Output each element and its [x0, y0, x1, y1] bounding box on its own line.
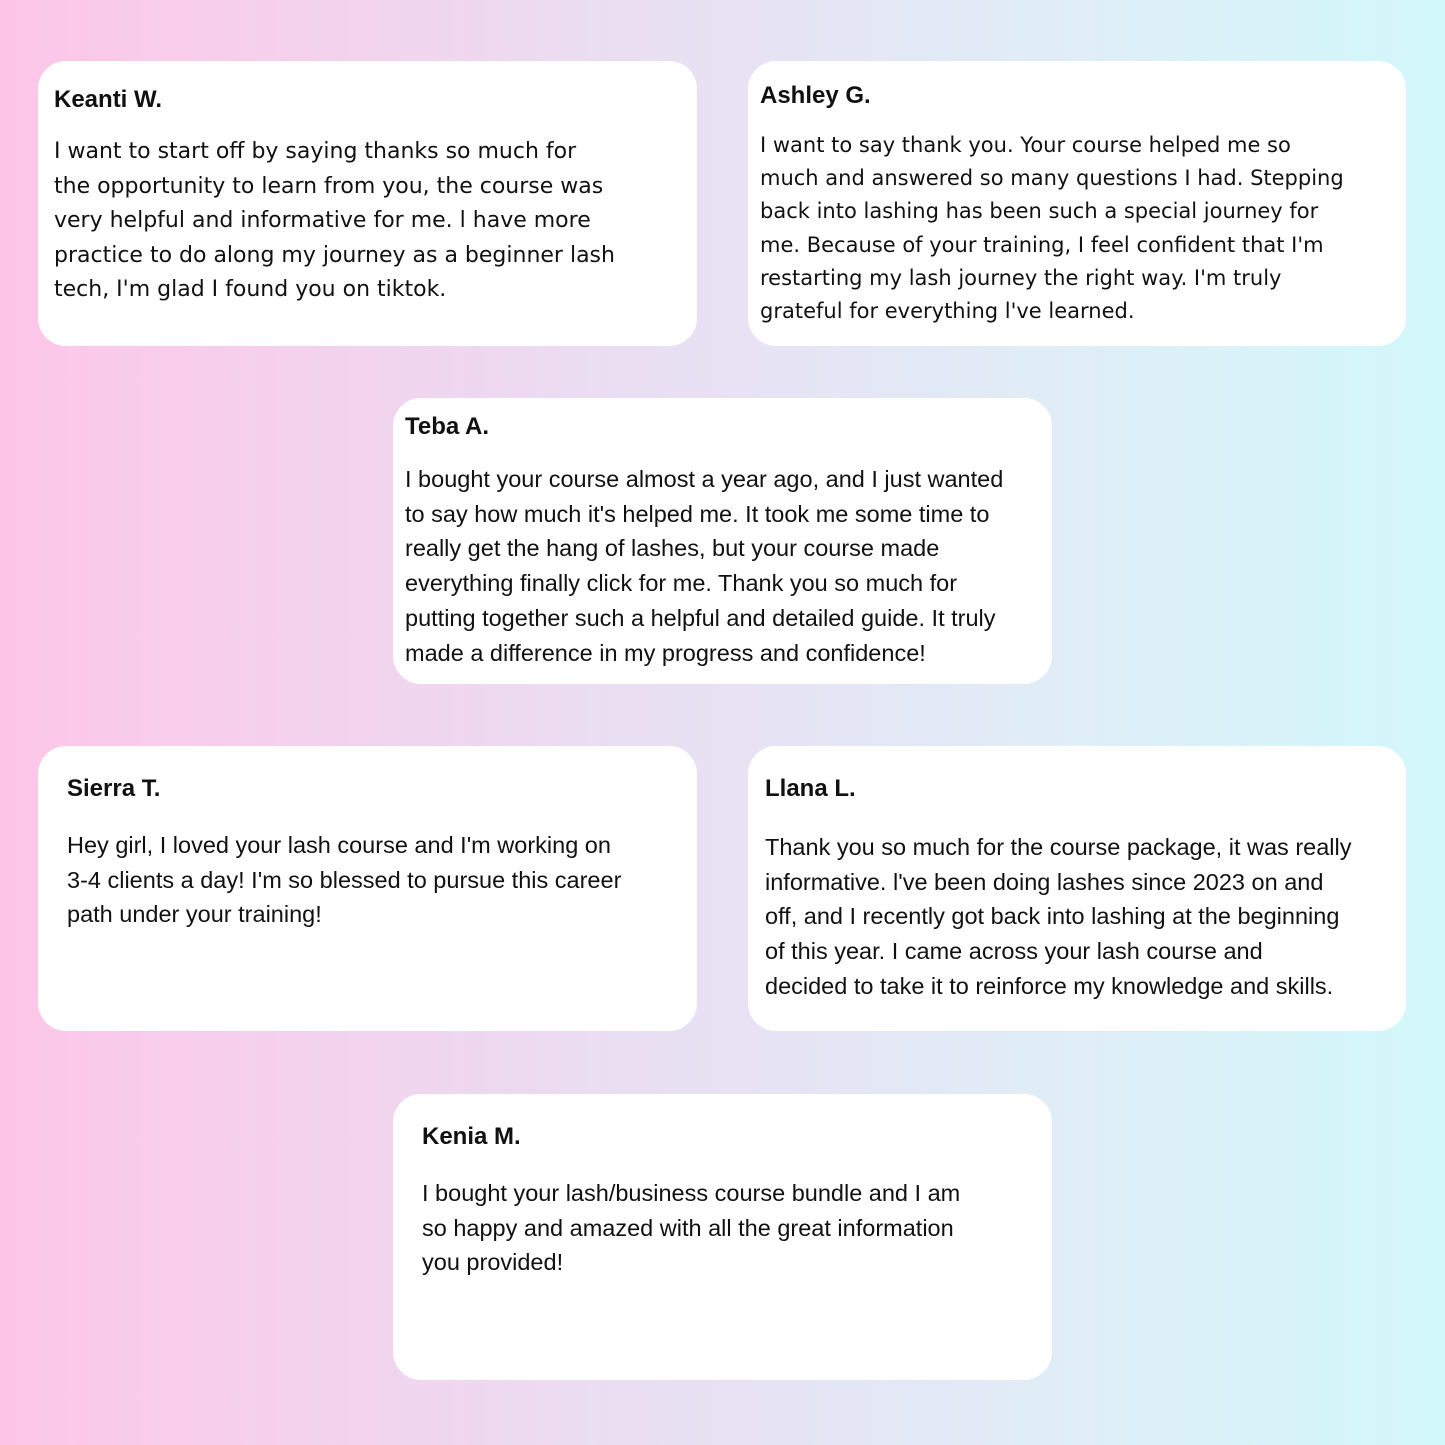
- reviewer-name: Teba A.: [405, 413, 490, 440]
- reviewer-name: Kenia M.: [422, 1123, 521, 1150]
- testimonial-text: Thank you so much for the course package, it was really informative. l've been doing lashes since 2023 on and off, and I recently got back into lashing at the beginning of this year. I came across your lash course and decided to take it to reinforce my knowledge and skills.: [765, 834, 1352, 999]
- reviewer-name: Sierra T.: [67, 775, 161, 802]
- testimonial-card-llana: [748, 746, 1406, 1031]
- testimonial-text: I bought your course almost a year ago, and I just wanted to say how much it's helped me. It took me some time to really get the hang of lashes, but your course made everything finally click for me. Thank you so much for putting together such a helpful and detailed guide. It truly made a difference in my progress and confidence!: [405, 466, 1004, 666]
- reviewer-name: Llana L.: [765, 775, 856, 802]
- testimonial-card-teba: [393, 398, 1052, 684]
- testimonial-card-kenia: [393, 1094, 1052, 1380]
- testimonial-card-sierra: [38, 746, 697, 1031]
- testimonial-text: I bought your lash/business course bundle and I am so happy and amazed with all the great information you provided!: [422, 1180, 961, 1276]
- reviewer-name: Ashley G.: [760, 82, 871, 109]
- testimonial-text: I want to say thank you. Your course helped me so much and answered so many questions I had. Stepping back into lashing has been such a special journey for me. Because of your training, I feel confident that I'm restarting my lash journey the right way. I'm truly grateful for everything l've learned.: [760, 133, 1344, 324]
- testimonial-card-ashley: [748, 61, 1406, 346]
- testimonial-text: I want to start off by saying thanks so much for the opportunity to learn from you, the course was very helpful and informative for me. l have more practice to do along my journey as a beginner lash tech, I'm glad I found you on tiktok.: [54, 139, 615, 302]
- testimonial-text: Hey girl, I loved your lash course and I'm working on 3-4 clients a day! I'm so blessed to pursue this career path under your training!: [67, 832, 622, 928]
- reviewer-name: Keanti W.: [54, 86, 163, 113]
- testimonial-card-keanti: [38, 61, 697, 346]
